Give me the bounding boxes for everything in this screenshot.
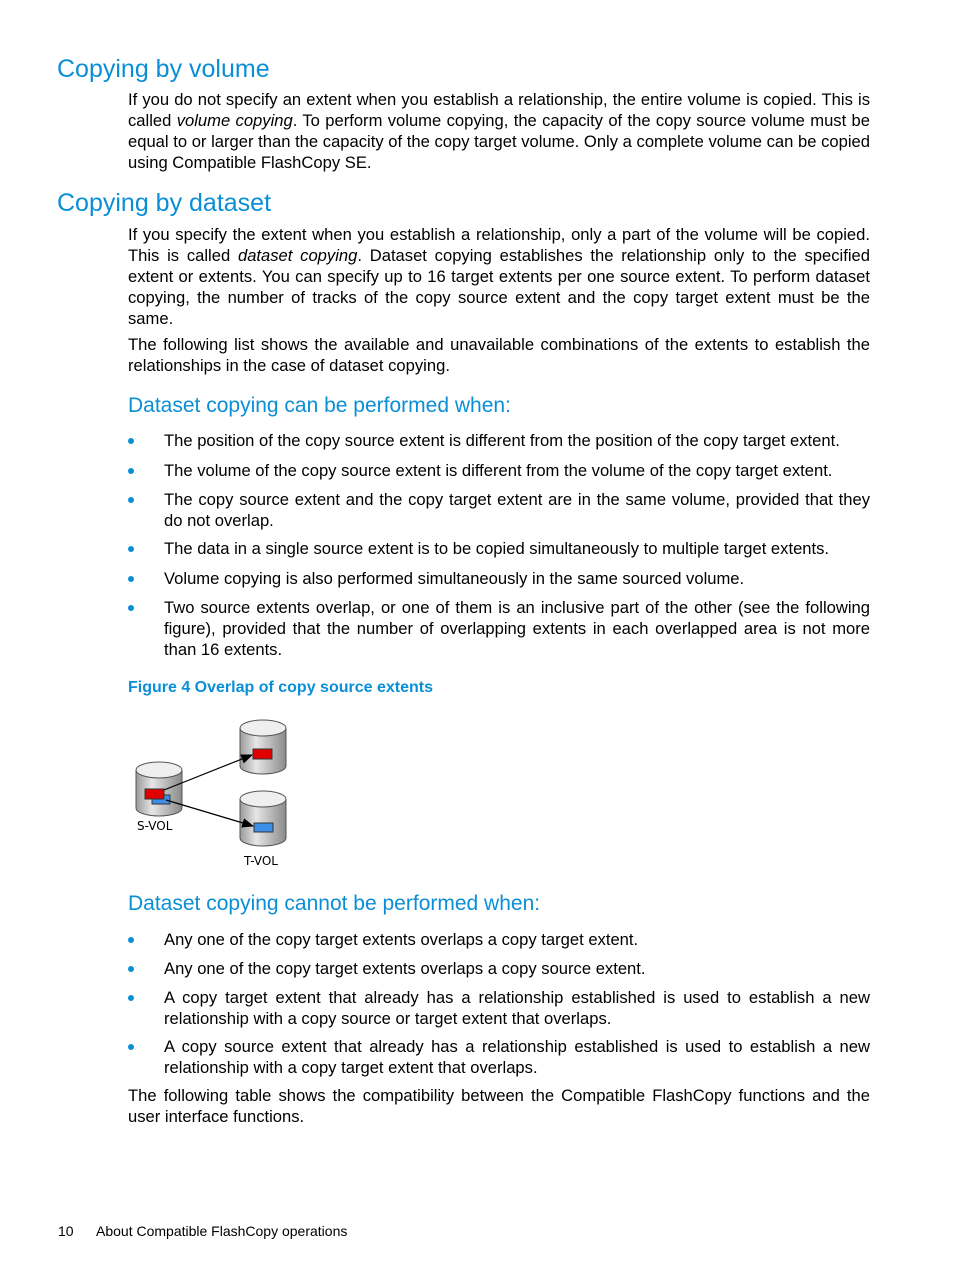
dataset-paragraph-text-b: . Dataset copying establishes the relationship only to the specified extent or extents. You can specify up to 16 target extents per one source extent. To perform dataset copying, the number of tracks of the copy source extent and the copy target extent must be the same. xyxy=(128,246,870,328)
bullet-icon xyxy=(128,966,134,972)
target-volume-top-icon xyxy=(240,720,286,774)
heading-copying-by-volume: Copying by volume xyxy=(57,55,270,83)
bullet-icon xyxy=(128,1044,134,1050)
volume-paragraph xyxy=(128,89,870,173)
overlap-figure xyxy=(128,712,308,874)
list-item-text: The data in a single source extent is to be copied simultaneously to multiple target extents. xyxy=(164,539,830,558)
list-item xyxy=(128,1036,870,1078)
bullet-icon xyxy=(128,546,134,552)
list-item xyxy=(128,597,870,660)
volume-paragraph-text-a: If you do not specify an extent when you establish a relationship, the entire volume is copied. This is called xyxy=(128,90,870,130)
footer-section-title: About Compatible FlashCopy operations xyxy=(96,1223,348,1239)
target-extent-blue xyxy=(254,823,273,832)
list-item-text: A copy target extent that already has a relationship established is used to establish a new relationship with a copy source or target extent that overlaps. xyxy=(164,988,870,1028)
volume-paragraph-text-b: . To perform volume copying, the capacity of the copy source volume must be equal to or larger than the capacity of the copy target volume. Only a complete volume can be copied using Compatible FlashCopy SE. xyxy=(128,111,870,172)
heading-copying-by-dataset: Copying by dataset xyxy=(57,189,272,217)
list-item-text: Volume copying is also performed simultaneously in the same sourced volume. xyxy=(164,569,745,588)
target-extent-red xyxy=(253,749,272,759)
list-item-text: Any one of the copy target extents overlaps a copy source extent. xyxy=(164,959,646,978)
bullet-icon xyxy=(128,576,134,582)
closing-paragraph: The following table shows the compatibility between the Compatible FlashCopy functions and the user interface functions. xyxy=(128,1086,870,1126)
bullet-icon xyxy=(128,937,134,943)
can-list xyxy=(128,430,870,660)
list-item xyxy=(128,538,870,559)
dataset-paragraph-emphasis: dataset copying xyxy=(237,246,358,265)
source-volume-icon xyxy=(136,762,182,816)
list-item xyxy=(128,958,870,979)
list-item xyxy=(128,460,870,481)
target-volume-bottom-icon xyxy=(240,791,286,846)
cannot-list xyxy=(128,929,870,1078)
svol-label: S-VOL xyxy=(137,819,173,833)
list-item-text: The volume of the copy source extent is different from the volume of the copy target extent. xyxy=(164,461,833,480)
heading-can-be-performed: Dataset copying can be performed when: xyxy=(128,394,511,417)
list-item-text: Two source extents overlap, or one of them is an inclusive part of the other (see the following figure), provided that the number of overlapping extents in each overlapped area is not more than 16 extents. xyxy=(164,598,870,659)
page-number: 10 xyxy=(58,1223,74,1239)
list-item xyxy=(128,489,870,531)
bullet-icon xyxy=(128,468,134,474)
volume-paragraph-emphasis: volume copying xyxy=(176,111,293,130)
list-item-text: The position of the copy source extent is different from the position of the copy target extent. xyxy=(164,431,840,450)
bullet-icon xyxy=(128,497,134,503)
figure-caption: Figure 4 Overlap of copy source extents xyxy=(128,679,433,696)
bullet-icon xyxy=(128,605,134,611)
list-item xyxy=(128,987,870,1029)
list-item xyxy=(128,430,870,451)
dataset-paragraph-2: The following list shows the available and unavailable combinations of the extents to establish the relationships in the case of dataset copying. xyxy=(128,335,870,375)
list-item xyxy=(128,568,870,589)
heading-cannot-be-performed: Dataset copying cannot be performed when: xyxy=(128,892,541,915)
list-item-text: Any one of the copy target extents overlaps a copy target extent. xyxy=(164,930,639,949)
list-item-text: A copy source extent that already has a relationship established is used to establish a new relationship with a copy target extent that overlaps. xyxy=(164,1037,870,1077)
bullet-icon xyxy=(128,995,134,1001)
list-item xyxy=(128,929,870,950)
dataset-paragraph-1 xyxy=(128,224,870,329)
source-extent-red xyxy=(145,789,164,799)
dataset-paragraph-text-a: If you specify the extent when you establish a relationship, only a part of the volume will be copied. This is called xyxy=(128,225,870,265)
list-item-text: The copy source extent and the copy target extent are in the same volume, provided that they do not overlap. xyxy=(164,490,870,530)
bullet-icon xyxy=(128,438,134,444)
page-footer xyxy=(58,1222,347,1240)
tvol-label: T-VOL xyxy=(244,854,278,868)
